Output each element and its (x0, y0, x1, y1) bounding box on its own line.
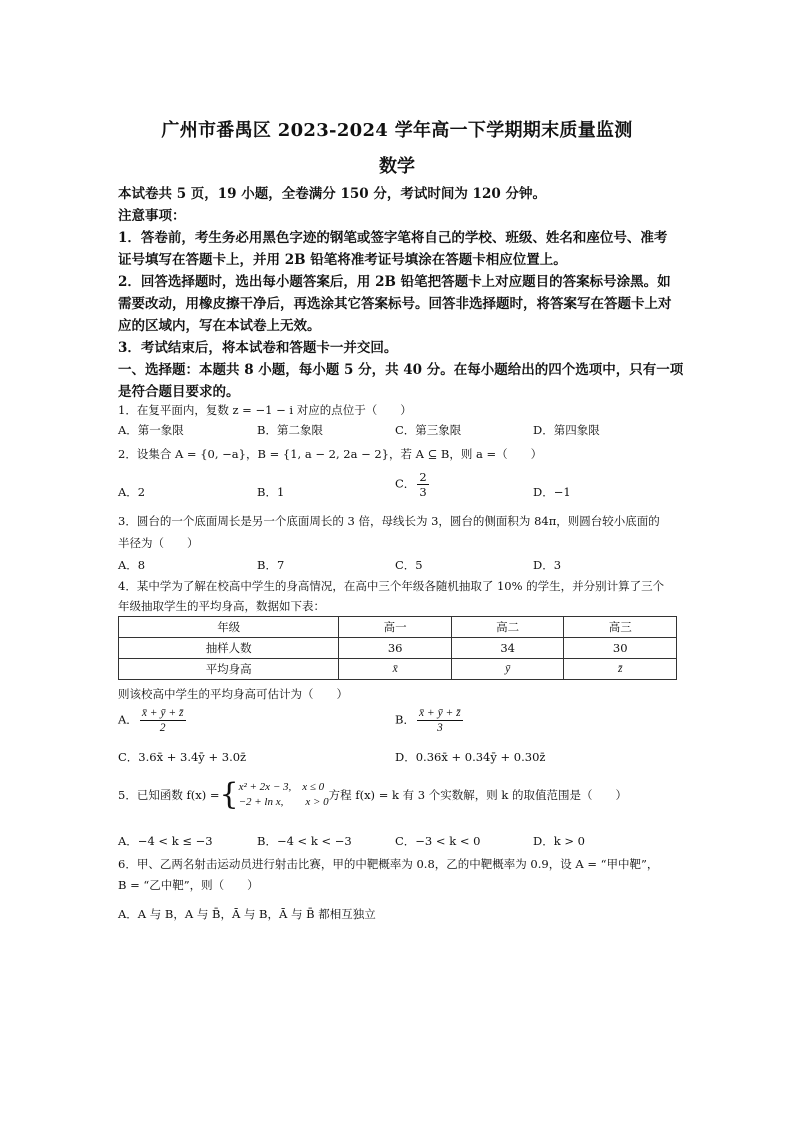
table-row (119, 659, 677, 680)
q4-option-c: C．3.6x̄ + 3.4ȳ + 3.0z̄ (118, 750, 247, 764)
q4-data-table (118, 616, 677, 680)
notice-2c: 应的区域内，写在本试卷上无效。 (118, 318, 321, 334)
q3-option-b: B．7 (257, 558, 285, 572)
table-cell: 34 (451, 638, 564, 659)
table-cell: 30 (564, 638, 677, 659)
notice-2b: 需要改动，用橡皮擦干净后，再选涂其它答案标号。回答非选择题时，将答案写在答题卡上对 (118, 296, 672, 312)
q4-option-a-label: A． (118, 712, 138, 727)
q2-option-a: A．2 (118, 485, 146, 499)
q5-stem-pre: 5．已知函数 f(x) = (118, 788, 220, 802)
fraction-numerator: 2 (419, 470, 427, 484)
q4-option-a (118, 706, 188, 735)
table-cell: ȳ (451, 659, 564, 680)
q5-piecewise (239, 780, 329, 810)
q6-stem-2: B = “乙中靶”，则（ ） (118, 878, 259, 892)
q2-option-c-fraction (417, 470, 428, 499)
q2-option-d: D．−1 (533, 485, 571, 499)
q4-option-a-fraction (140, 706, 186, 735)
section1-heading-cont: 是符合题目要求的。 (118, 384, 240, 400)
exam-title: 广州市番禺区 2023-2024 学年高一下学期期末质量监测 (161, 120, 633, 141)
q3-stem-2: 半径为（ ） (118, 536, 199, 550)
fraction-denominator: 3 (419, 485, 427, 499)
q4-stem-1: 4．某中学为了解在校高中学生的身高情况，在高中三个年级各随机抽取了 10% 的学生，并分别计算了三个 (118, 579, 665, 593)
q6-option-a: A．A 与 B，A 与 B̄，Ā 与 B，Ā 与 B̄ 都相互独立 (118, 907, 376, 921)
table-header-cell: 高三 (564, 617, 677, 638)
q1-option-d: D．第四象限 (533, 423, 600, 437)
intro-line: 本试卷共 5 页，19 小题，全卷满分 150 分，考试时间为 120 分钟。 (118, 186, 546, 202)
notice-3: 3．考试结束后，将本试卷和答题卡一并交回。 (118, 340, 398, 356)
q4-question: 则该校高中学生的平均身高可估计为（ ） (118, 687, 348, 701)
q2-option-c-label: C． (395, 476, 416, 491)
q3-option-d: D．3 (533, 558, 562, 572)
fraction-denominator: 2 (159, 722, 166, 734)
q4-option-b-fraction (417, 706, 463, 735)
q4-option-b (395, 706, 465, 735)
q2-stem: 2．设集合 A = {0, −a}，B = {1, a − 2, 2a − 2}，若 A ⊆ B，则 a =（ ） (118, 447, 543, 461)
q4-stem-2: 年级抽取学生的平均身高，数据如下表： (118, 599, 325, 613)
q1-stem: 1．在复平面内，复数 z = −1 − i 对应的点位于（ ） (118, 403, 412, 417)
table-row (119, 638, 677, 659)
notice-2a: 2．回答选择题时，选出每小题答案后，用 2B 铅笔把答题卡上对应题目的答案标号涂黑。如 (118, 274, 671, 290)
q1-option-a: A．第一象限 (118, 423, 184, 437)
table-cell: 抽样人数 (119, 638, 339, 659)
q5-option-a: A．−4 < k ≤ −3 (118, 834, 213, 848)
table-header-row (119, 617, 677, 638)
q1-option-c: C．第三象限 (395, 423, 462, 437)
fraction-numerator: x̄ + ȳ + z̄ (141, 707, 184, 719)
section1-heading: 一、选择题：本题共 8 小题，每小题 5 分，共 40 分。在每小题给出的四个选项中，只有一项 (118, 362, 684, 378)
table-cell: z̄ (564, 659, 677, 680)
q1-option-b: B．第二象限 (257, 423, 323, 437)
q5-option-c: C．−3 < k < 0 (395, 834, 481, 848)
q3-option-a: A．8 (118, 558, 146, 572)
fraction-denominator: 3 (436, 722, 443, 734)
q4-option-b-label: B． (395, 712, 415, 727)
table-cell: 36 (339, 638, 452, 659)
table-header-cell: 高二 (451, 617, 564, 638)
q5-option-b: B．−4 < k < −3 (257, 834, 352, 848)
table-cell: 平均身高 (119, 659, 339, 680)
q3-option-c: C．5 (395, 558, 423, 572)
table-cell: x̄ (339, 659, 452, 680)
q3-stem-1: 3．圆台的一个底面周长是另一个底面周长的 3 倍，母线长为 3，圆台的侧面积为 84π，则圆台较小底面的 (118, 514, 660, 528)
table-header-cell: 高一 (339, 617, 452, 638)
q5-stem (118, 777, 628, 812)
q5-piece-2: −2 + ln x, x > 0 (238, 796, 329, 808)
q5-option-d: D．k > 0 (533, 834, 585, 848)
q5-brace: { (219, 777, 239, 812)
q4-option-d: D．0.36x̄ + 0.34ȳ + 0.30z̄ (395, 750, 546, 764)
q5-stem-post: 方程 f(x) = k 有 3 个实数解，则 k 的取值范围是（ ） (328, 788, 628, 802)
notice-1a: 1．答卷前，考生务必用黑色字迹的钢笔或签字笔将自己的学校、班级、姓名和座位号、准考 (118, 230, 668, 246)
notice-1b: 证号填写在答题卡上，并用 2B 铅笔将准考证号填涂在答题卡相应位置上。 (118, 252, 567, 268)
q5-piece-1: x² + 2x − 3, x ≤ 0 (238, 781, 325, 793)
table-header-cell: 年级 (119, 617, 339, 638)
q2-option-b: B．1 (257, 485, 285, 499)
notice-label: 注意事项： (118, 208, 186, 224)
q6-stem-1: 6．甲、乙两名射击运动员进行射击比赛，甲的中靶概率为 0.8，乙的中靶概率为 0.9，设 A = “甲中靶”， (118, 857, 659, 871)
fraction-numerator: x̄ + ȳ + z̄ (418, 707, 461, 719)
q2-option-c (395, 470, 431, 499)
exam-subject: 数学 (379, 156, 415, 177)
